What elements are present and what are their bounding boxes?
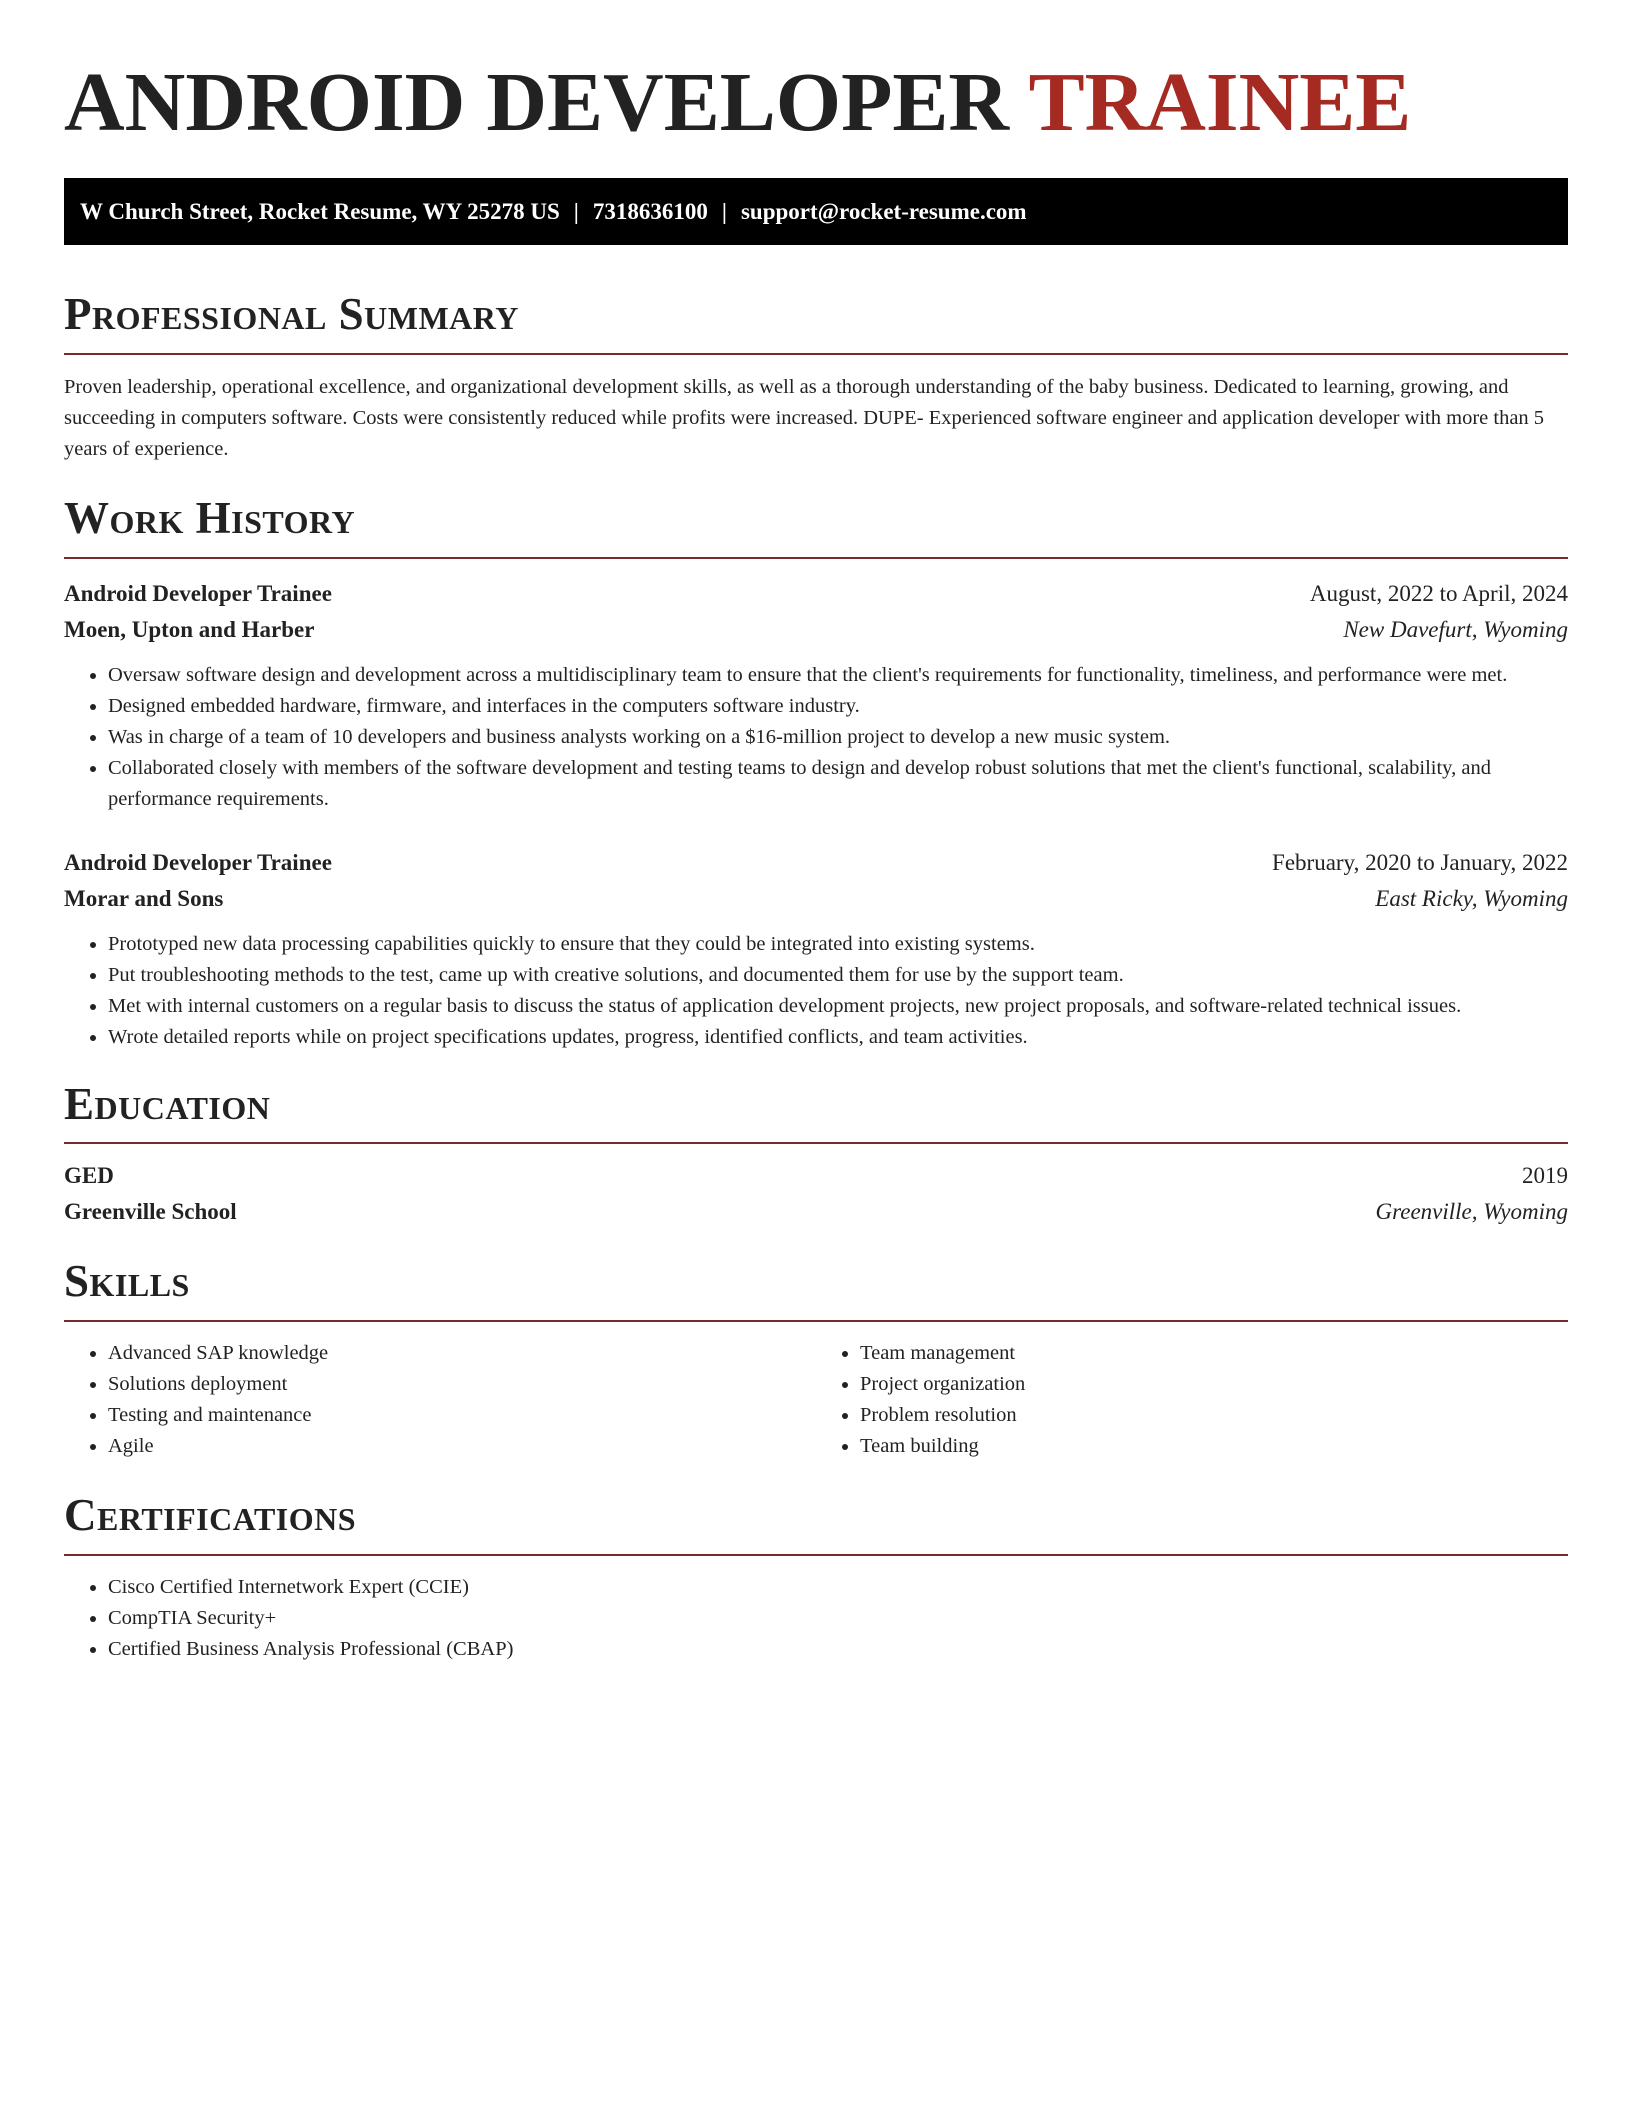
list-item: • Team management	[860, 1338, 1568, 1369]
list-item: • Project organization	[860, 1369, 1568, 1400]
summary-text: Proven leadership, operational excellence, and organizational development skills, as well as a thorough understanding of the baby business. Dedicated to learning, growing, and succeeding in computers software. Costs were consistently reduced while profits were increased. DUPE- Experienced software engineer and application developer with more than 5 years of experience.	[64, 375, 1545, 460]
list-item: • Put troubleshooting methods to the test, came up with creative solutions, and documented them for use by the support team.	[108, 960, 1568, 991]
list-item: • Advanced SAP knowledge	[108, 1338, 816, 1369]
job-company-row	[64, 881, 1568, 917]
list-item: • Testing and maintenance	[108, 1400, 816, 1431]
job-location: New Davefurt, Wyoming	[1343, 616, 1568, 642]
certifications-list	[64, 1572, 1568, 1665]
skills-list-right	[816, 1338, 1568, 1462]
skills-list-left	[64, 1338, 816, 1462]
job-entry	[64, 845, 1568, 1053]
list-item: • Cisco Certified Internetwork Expert (CCIE)	[108, 1572, 1568, 1603]
list-item: • Certified Business Analysis Professional (CBAP)	[108, 1634, 1568, 1665]
resume-title	[64, 50, 1568, 155]
job-company: Morar and Sons	[64, 885, 224, 911]
contact-email[interactable]: support@rocket-resume.com	[740, 199, 1027, 224]
job-title-row	[64, 576, 1568, 612]
summary-heading: Professional Summary	[64, 289, 519, 339]
education-school: Greenville School	[64, 1199, 237, 1225]
list-item: • Was in charge of a team of 10 developers and business analysts working on a $16-million project to develop a new music system.	[108, 722, 1568, 753]
list-item: • Oversaw software design and development across a multidisciplinary team to ensure that the client's requirements for functionality, timeliness, and performance were met.	[108, 660, 1568, 691]
job-title: Android Developer Trainee	[64, 580, 332, 606]
education-degree: GED	[64, 1163, 114, 1189]
list-item: • Wrote detailed reports while on project specifications updates, progress, identified conflicts, and team activities.	[108, 1022, 1568, 1053]
job-dates: August, 2022 to April, 2024	[1309, 580, 1568, 606]
list-item: • Designed embedded hardware, firmware, and interfaces in the computers software industry.	[108, 691, 1568, 722]
job-location: East Ricky, Wyoming	[1375, 885, 1568, 911]
contact-address: W Church Street, Rocket Resume, WY 25278 US	[80, 199, 560, 224]
education-school-row	[64, 1194, 1568, 1230]
contact-separator: |	[573, 199, 579, 224]
job-company: Moen, Upton and Harber	[64, 616, 315, 642]
certifications-divider	[64, 1554, 1568, 1556]
certifications-heading: Certifications	[64, 1490, 357, 1540]
education-divider	[64, 1142, 1568, 1144]
list-item: • Team building	[860, 1431, 1568, 1462]
contact-phone[interactable]: 7318636100	[592, 199, 708, 224]
list-item: • Problem resolution	[860, 1400, 1568, 1431]
job-bullets	[64, 929, 1568, 1053]
list-item: • Collaborated closely with members of the software development and testing teams to design and develop robust solutions that met the client's functional, scalability, and performance requirements.	[108, 753, 1568, 815]
education-heading: Education	[64, 1078, 271, 1129]
summary-divider	[64, 353, 1568, 355]
list-item: • Met with internal customers on a regular basis to discuss the status of application development projects, new project proposals, and software-related technical issues.	[108, 991, 1568, 1022]
list-item: • Solutions deployment	[108, 1369, 816, 1400]
skills-grid	[64, 1338, 1568, 1462]
job-bullets	[64, 660, 1568, 815]
education-degree-row	[64, 1158, 1568, 1194]
list-item: • CompTIA Security+	[108, 1603, 1568, 1634]
job-dates: February, 2020 to January, 2022	[1272, 849, 1568, 875]
education-entry	[64, 1158, 1568, 1230]
work-history-heading: Work History	[64, 492, 356, 543]
skills-divider	[64, 1320, 1568, 1322]
education-location: Greenville, Wyoming	[1375, 1199, 1568, 1225]
title-accent: TRAINEE	[1028, 56, 1412, 149]
education-year: 2019	[1522, 1163, 1568, 1189]
contact-separator: |	[721, 199, 727, 224]
skills-heading: Skills	[64, 1256, 190, 1307]
title-main: ANDROID DEVELOPER	[64, 56, 1010, 149]
job-company-row	[64, 612, 1568, 648]
job-title: Android Developer Trainee	[64, 849, 332, 875]
list-item: • Prototyped new data processing capabilities quickly to ensure that they could be integrated into existing systems.	[108, 929, 1568, 960]
job-entry	[64, 576, 1568, 815]
list-item: • Agile	[108, 1431, 816, 1462]
work-history-divider	[64, 557, 1568, 559]
job-title-row	[64, 845, 1568, 881]
contact-bar	[64, 178, 1568, 245]
